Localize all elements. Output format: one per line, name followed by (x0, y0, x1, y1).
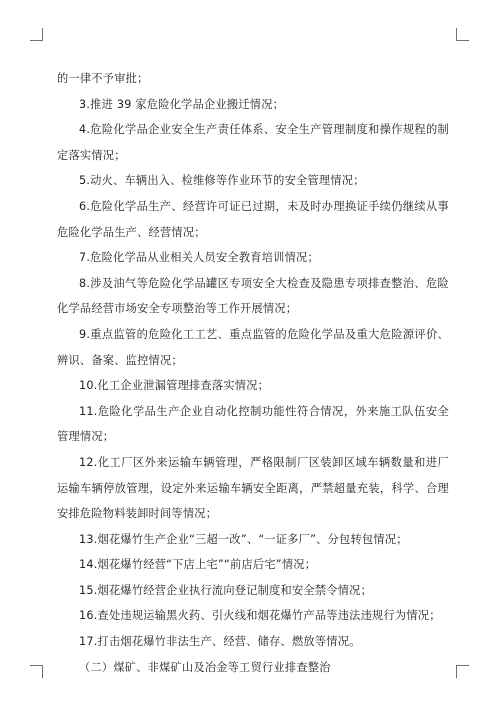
item-14: 14.烟花爆竹经营“下店上宅”“前店后宅”情况； (79, 558, 317, 572)
item-17: 17.打击烟花爆竹非法生产、经营、储存、燃放等情况。 (79, 635, 361, 649)
item-9: 9.重点监管的危险化工工艺、重点监管的危险化学品及重大危险源评价、辨识、备案、监控情况； (57, 327, 449, 367)
item-5: 5.动火、车辆出入、检维修等作业环节的安全管理情况； (79, 174, 365, 188)
continued-paragraph: 的一律不予审批； (57, 72, 149, 85)
crop-mark-top-left (30, 28, 43, 41)
item-4: 4.危险化学品企业安全生产责任体系、安全生产管理制度和操作规程的制定落实情况； (57, 123, 449, 162)
crop-mark-bottom-left (30, 665, 43, 678)
item-6: 6.危险化学品生产、经营许可证已过期，未及时办理换证手续仍继续从事危险化学品生产、经营情况； (57, 199, 449, 239)
item-16: 16.查处违规运输黑火药、引火线和烟花爆竹产品等违法违规行为情况； (79, 609, 441, 623)
item-10: 10.化工企业泄漏管理排查落实情况； (79, 379, 270, 393)
crop-mark-bottom-right (456, 665, 469, 678)
item-3: 3.推进 39 家危险化学品企业搬迁情况； (79, 97, 285, 111)
item-7: 7.危险化学品从业相关人员安全教育培训情况； (79, 251, 319, 265)
item-13: 13.烟花爆竹生产企业“三超一改”、“一证多厂”、分包转包情况； (79, 532, 408, 546)
item-8: 8.涉及油气等危险化学品罐区专项安全大检查及隐患专项排查整治、危险化学品经营市场安全专项整治等工作开展情况； (57, 276, 449, 316)
item-12: 12.化工厂区外来运输车辆管理，严格限制厂区装卸区域车辆数量和进厂运输车辆停放管理，设定外来运输车辆安全距离，严禁超量充装，科学、合理安排危险物料装卸时间等情况； (57, 455, 449, 521)
item-15: 15.烟花爆竹经营企业执行流向登记制度和安全禁令情况； (79, 583, 373, 597)
item-11: 11.危险化学品生产企业自动化控制功能性符合情况，外来施工队伍安全管理情况； (57, 404, 449, 444)
section-heading: （二）煤矿、非煤矿山及冶金等工贸行业排查整治 (79, 660, 331, 674)
crop-mark-top-right (456, 28, 469, 41)
document-body (57, 66, 449, 680)
